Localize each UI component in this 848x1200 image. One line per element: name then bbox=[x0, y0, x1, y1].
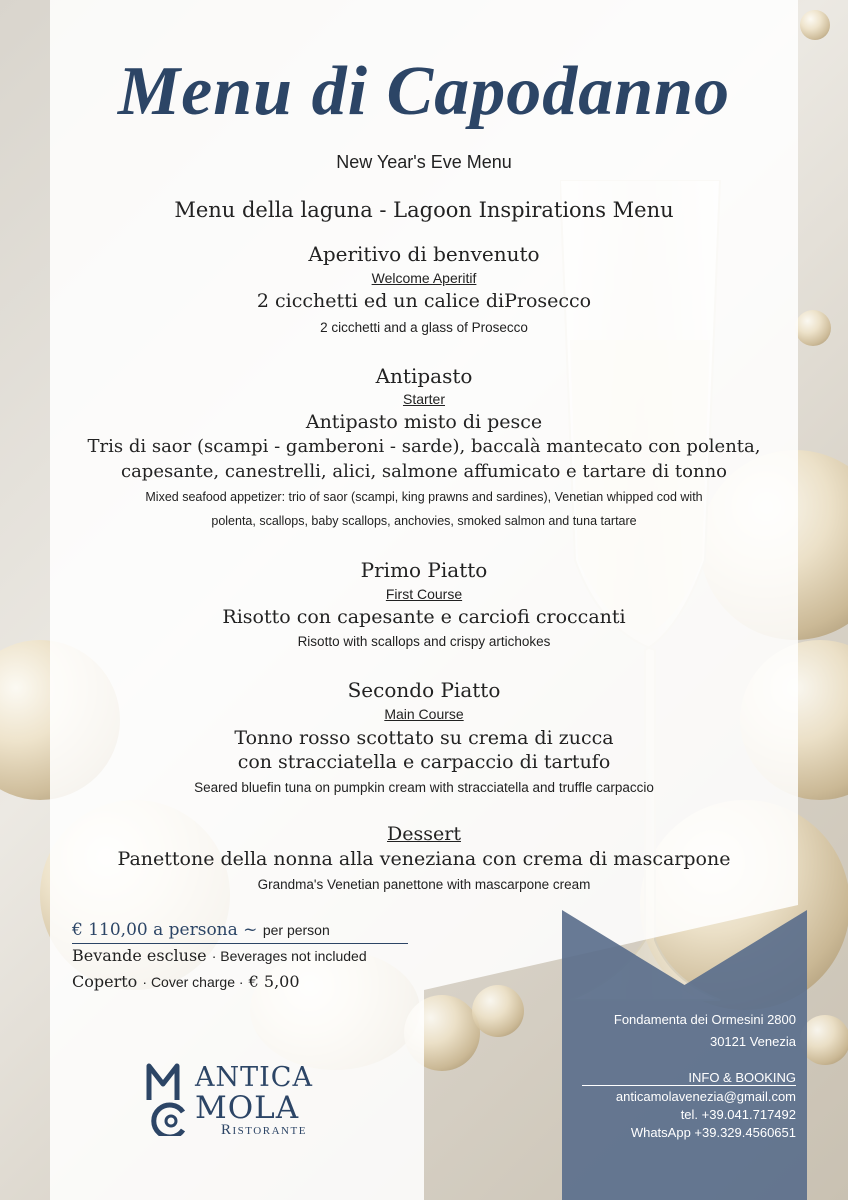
dish-translation: 2 cicchetti and a glass of Prosecco bbox=[320, 320, 528, 335]
tilde: ~ bbox=[243, 920, 258, 940]
course-title: Aperitivo di benvenuto bbox=[308, 242, 540, 266]
course-title: Primo Piatto bbox=[360, 558, 488, 582]
dish-line: Antipasto misto di pesce bbox=[305, 411, 543, 433]
info-booking-label: INFO & BOOKING bbox=[688, 1070, 796, 1085]
course-translation: First Course bbox=[385, 586, 463, 602]
logo-emblem-icon bbox=[145, 1060, 189, 1136]
contact-divider bbox=[582, 1085, 796, 1086]
cover-price: € 5,00 bbox=[248, 972, 300, 991]
dish-line: Tonno rosso scottato su crema di zucca bbox=[234, 727, 614, 749]
menu-name: Menu della laguna - Lagoon Inspirations Menu bbox=[174, 198, 674, 222]
logo-line-antica: ANTICA bbox=[195, 1062, 313, 1093]
dish-line: Risotto con capesante e carciofi croccanti bbox=[222, 606, 626, 628]
course-translation-wrap bbox=[0, 706, 848, 724]
email-link[interactable]: anticamolavenezia@gmail.com bbox=[615, 1089, 796, 1104]
course-title: Dessert bbox=[387, 823, 461, 845]
restaurant-logo bbox=[145, 1060, 345, 1140]
dish-line: capesante, canestrelli, alici, salmone affumicato e tartare di tonno bbox=[120, 461, 728, 482]
phone-link[interactable]: tel. +39.041.717492 bbox=[680, 1107, 796, 1122]
dish-line: 2 cicchetti ed un calice diProsecco bbox=[256, 290, 592, 312]
price-divider bbox=[72, 943, 408, 944]
course-title: Antipasto bbox=[375, 364, 473, 388]
price-line bbox=[72, 920, 330, 940]
address-line: Fondamenta dei Ormesini 2800 bbox=[613, 1012, 796, 1027]
address-city: 30121 Venezia bbox=[709, 1034, 796, 1049]
beverages-it: Bevande escluse bbox=[72, 946, 207, 965]
whatsapp-link[interactable]: WhatsApp +39.329.4560651 bbox=[630, 1125, 796, 1140]
dish-line: Panettone della nonna alla veneziana con crema di mascarpone bbox=[117, 848, 731, 870]
logo-line-ristorante: Ristorante bbox=[221, 1122, 307, 1138]
dish-line: Tris di saor (scampi - gamberoni - sarde), baccalà mantecato con polenta, bbox=[87, 436, 761, 457]
dish-translation: polenta, scallops, baby scallops, anchovies, smoked salmon and tuna tartare bbox=[211, 514, 637, 528]
cover-it: Coperto bbox=[72, 972, 138, 991]
cover-en: · Cover charge · bbox=[142, 974, 244, 990]
beverages-en: · Beverages not included bbox=[211, 948, 367, 964]
dish-translation: Mixed seafood appetizer: trio of saor (scampi, king prawns and sardines), Venetian whipped cod with bbox=[145, 490, 703, 504]
course-translation-wrap bbox=[0, 391, 848, 409]
per-person-label: per person bbox=[262, 922, 330, 938]
course-translation: Welcome Aperitif bbox=[371, 270, 477, 286]
course-title: Secondo Piatto bbox=[347, 678, 501, 702]
course-translation-wrap bbox=[0, 270, 848, 288]
logo-line-mola: MOLA bbox=[195, 1090, 300, 1126]
course-translation-wrap bbox=[0, 586, 848, 604]
course-translation: Starter bbox=[402, 391, 445, 407]
course-translation: Main Course bbox=[384, 706, 464, 722]
page-title: Menu di Capodanno bbox=[117, 53, 731, 130]
dish-translation: Seared bluefin tuna on pumpkin cream with stracciatella and truffle carpaccio bbox=[194, 780, 654, 795]
beverages-line bbox=[72, 946, 367, 965]
dish-translation: Risotto with scallops and crispy artichokes bbox=[297, 634, 551, 649]
page-subtitle: New Year's Eve Menu bbox=[336, 152, 512, 172]
dish-translation: Grandma's Venetian panettone with mascarpone cream bbox=[257, 877, 591, 892]
dish-line: con stracciatella e carpaccio di tartufo bbox=[237, 751, 611, 773]
cover-line bbox=[72, 972, 300, 991]
price: € 110,00 a persona bbox=[72, 920, 238, 940]
